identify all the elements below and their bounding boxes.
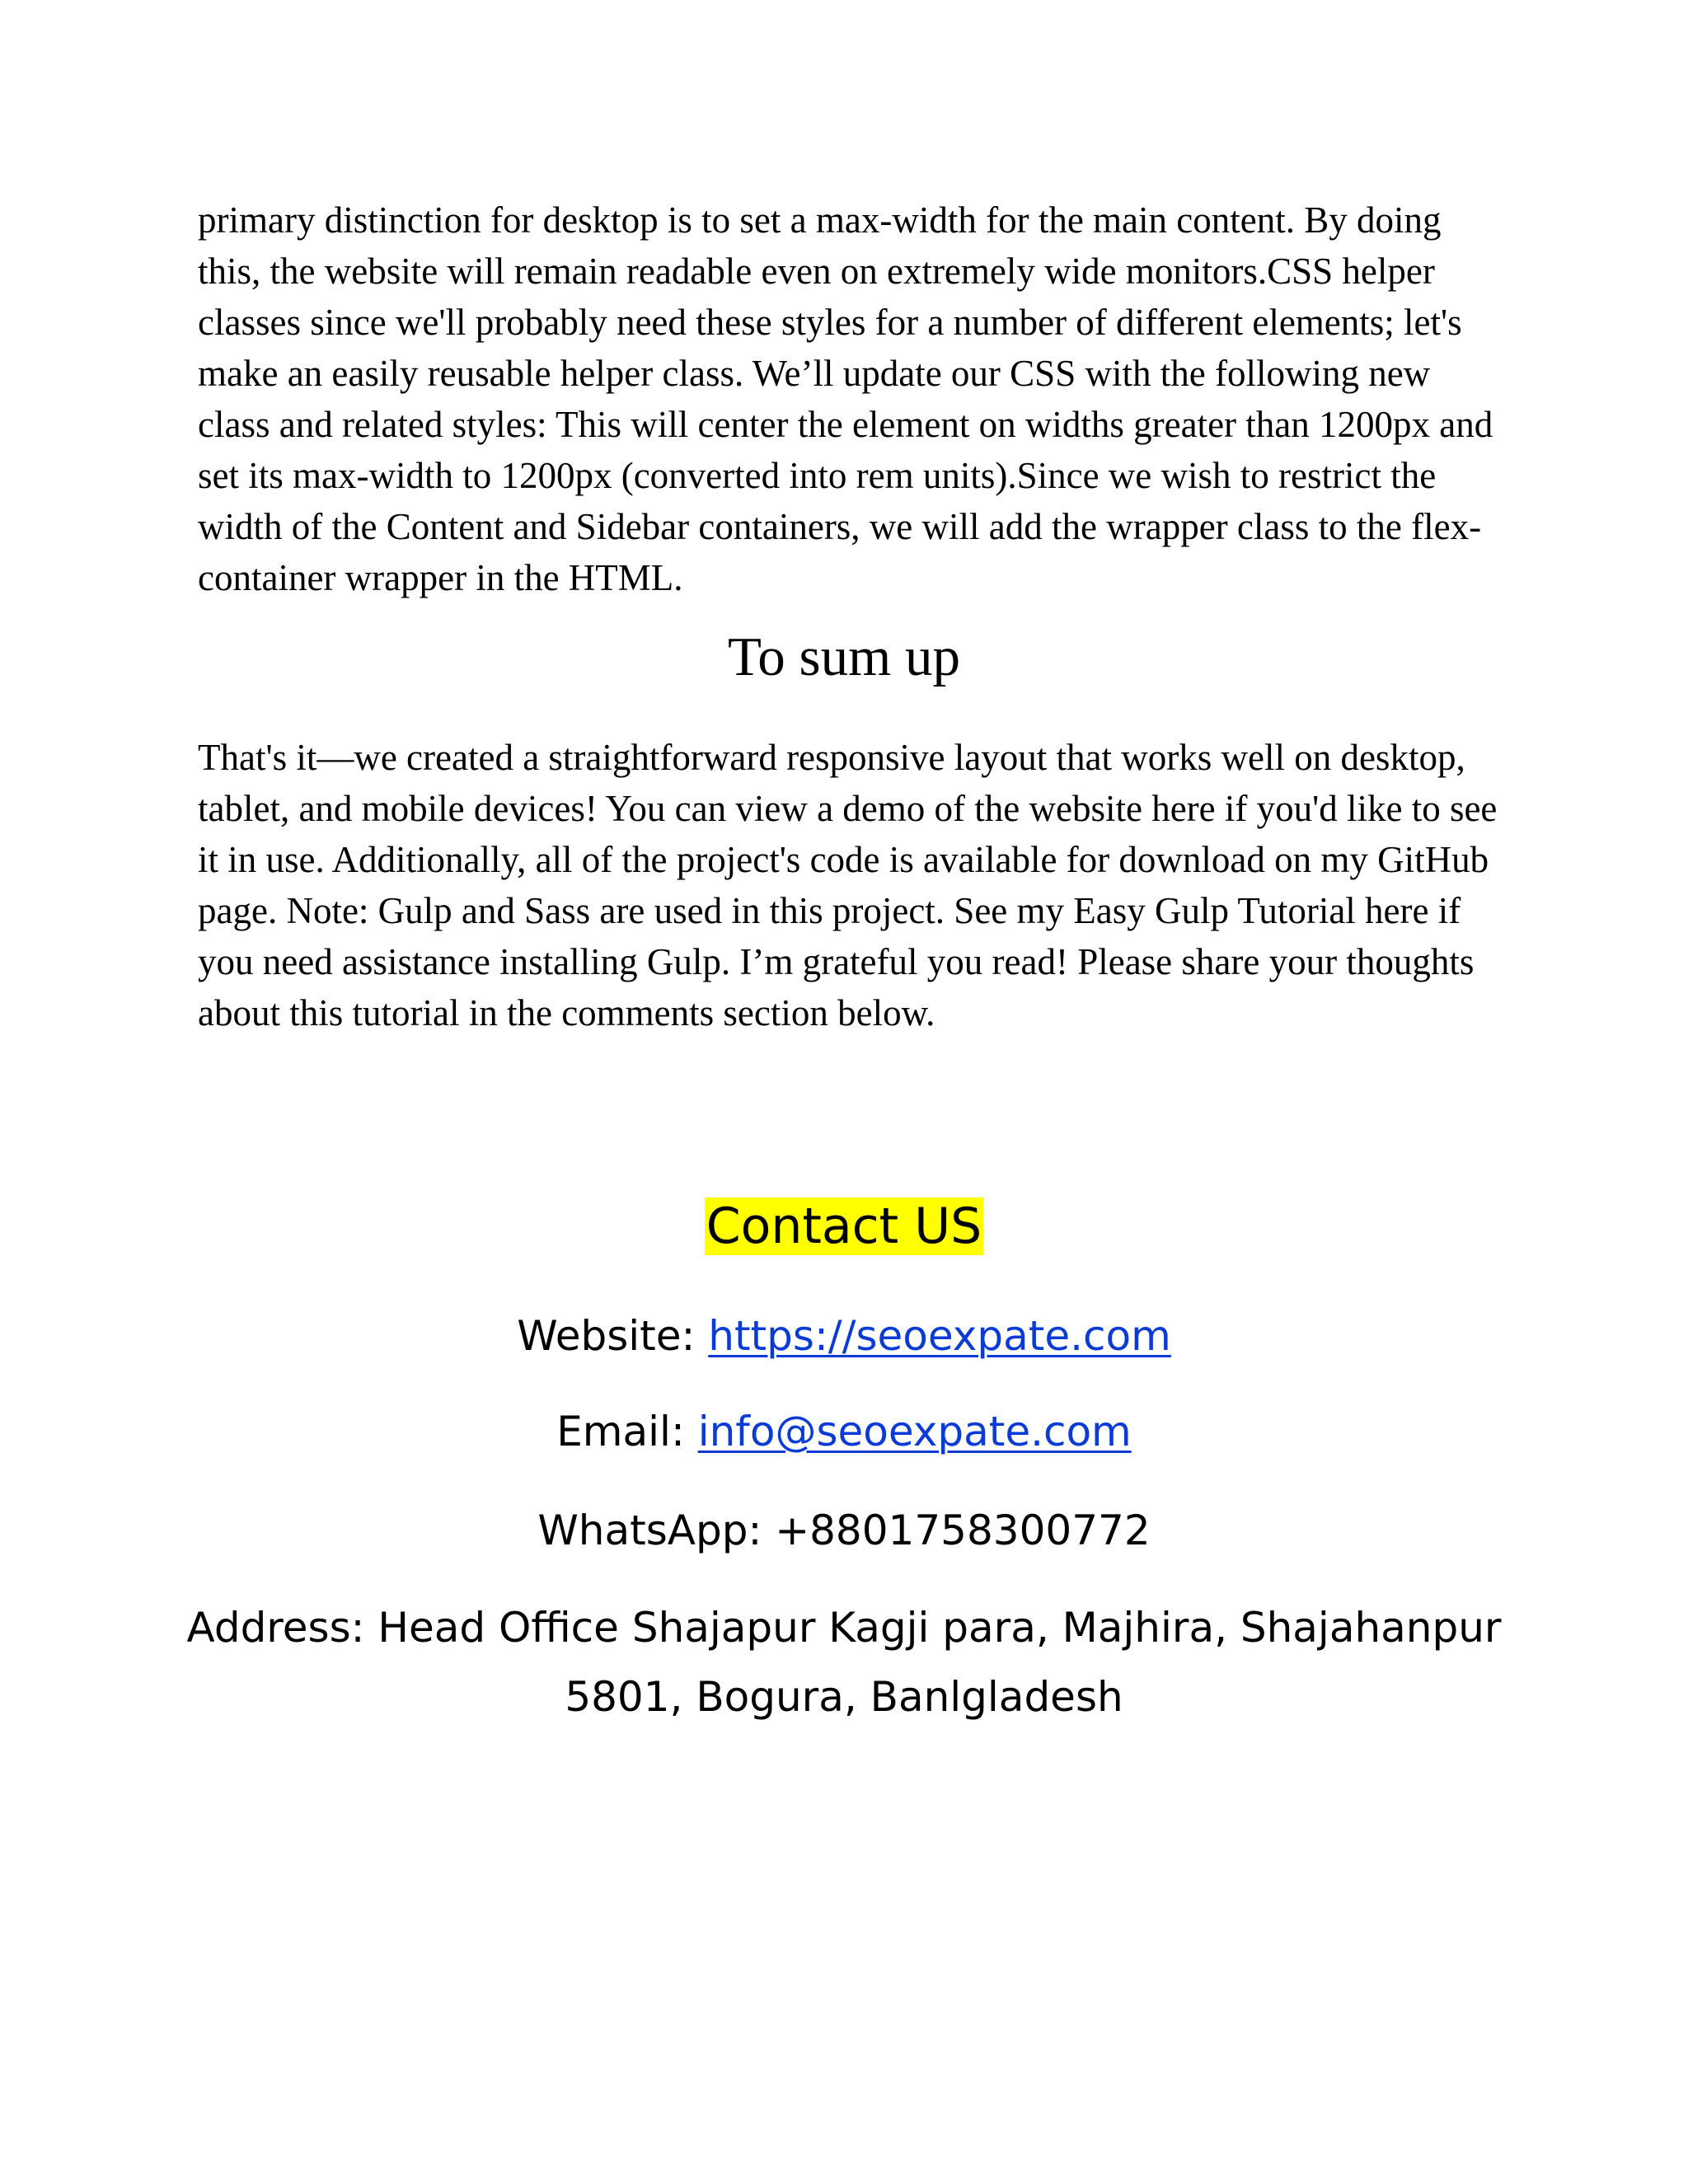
website-link[interactable]: https://seoexpate.com <box>708 1312 1171 1360</box>
whatsapp-number: +8801758300772 <box>775 1507 1151 1554</box>
email-label: Email: <box>556 1408 698 1455</box>
body-paragraph-summary: That's it—we created a straightforward responsive layout that works well on desktop, tablet, and mobile devices! You can view a demo of the website here if you'd like to see it in use. Additionally, all of the project's code is available for download on my GitHub page. Note: Gulp and Sass are used in this project. See my Easy Gulp Tutorial here if you need assistance installing Gulp. I’m grateful you read! Please share your thoughts about this tutorial in the comments section below. <box>198 737 1498 1033</box>
section-heading: To sum up <box>728 626 960 687</box>
contact-title-text: Contact US <box>706 1197 982 1255</box>
email-line <box>0 1401 1688 1462</box>
address-line: Address: Head Office Shajapur Kagji para, Majhira, Shajahanpur 5801, Bogura, Banlgladesh <box>186 1604 1502 1721</box>
website-label: Website: <box>517 1312 709 1360</box>
whatsapp-label: WhatsApp: <box>537 1507 776 1554</box>
contact-title <box>0 1189 1688 1263</box>
website-line <box>0 1305 1688 1366</box>
email-link[interactable]: info@seoexpate.com <box>697 1408 1132 1455</box>
whatsapp-line <box>0 1500 1688 1561</box>
body-paragraph-intro: primary distinction for desktop is to set a max-width for the main content. By doing this, the website will remain readable even on extremely wide monitors.CSS helper classes since we'll probably need these styles for a number of different elements; let's make an easily reusable helper class. We’ll update our CSS with the following new class and related styles: This will center the element on widths greater than 1200px and set its max-width to 1200px (converted into rem units).Since we wish to restrict the width of the Content and Sidebar containers, we will add the wrapper class to the flex-container wrapper in the HTML. <box>198 199 1493 598</box>
